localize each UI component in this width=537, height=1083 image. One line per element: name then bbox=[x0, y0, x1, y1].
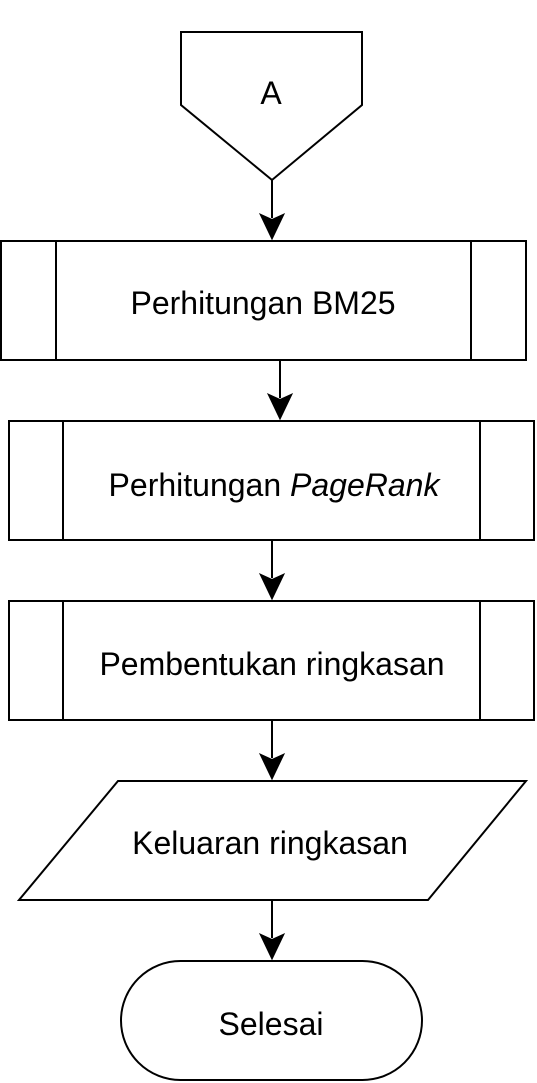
edge-summary-build-to-output bbox=[261, 720, 283, 778]
output-label: Keluaran ringkasan bbox=[132, 825, 408, 861]
edge-pagerank-to-summary-build bbox=[261, 540, 283, 598]
edge-connector-to-bm25 bbox=[261, 180, 283, 238]
node-bm25 bbox=[1, 241, 526, 360]
node-end bbox=[121, 961, 422, 1080]
edge-bm25-to-pagerank bbox=[269, 360, 291, 418]
summary-build-label: Pembentukan ringkasan bbox=[99, 646, 445, 682]
node-output bbox=[19, 781, 526, 900]
end-label: Selesai bbox=[218, 1006, 324, 1042]
bm25-label: Perhitungan BM25 bbox=[130, 285, 396, 321]
pagerank-label-prefix: Perhitungan bbox=[108, 467, 291, 503]
edge-output-to-end bbox=[261, 900, 283, 958]
connector-label: A bbox=[260, 75, 282, 111]
node-pagerank bbox=[9, 421, 534, 540]
pagerank-label bbox=[109, 467, 442, 503]
node-connector-a bbox=[181, 32, 362, 180]
pagerank-label-emphasis: PageRank bbox=[290, 467, 440, 503]
node-summary-build bbox=[9, 601, 534, 720]
